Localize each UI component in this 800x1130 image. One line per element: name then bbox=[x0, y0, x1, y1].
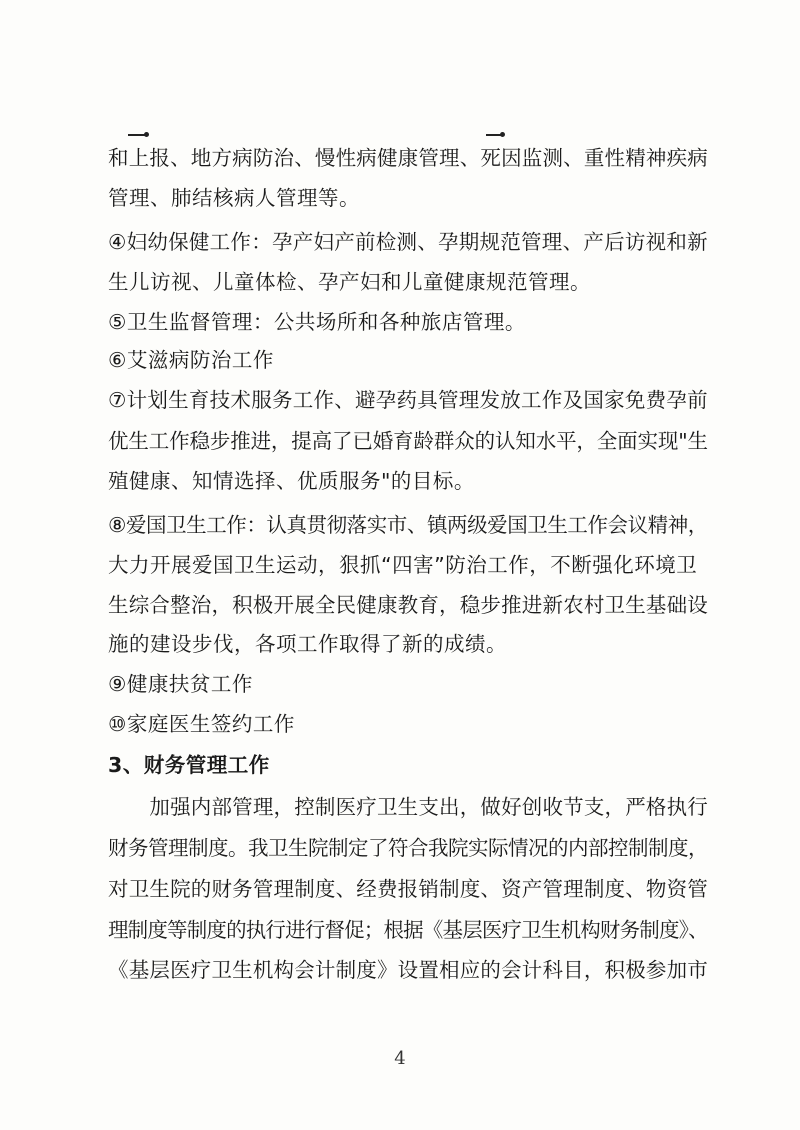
text-line: ⑨健康扶贫工作 bbox=[108, 672, 253, 696]
text-line: 施的建设步伐，各项工作取得了新的成绩。 bbox=[108, 632, 507, 656]
page-number: 4 bbox=[394, 1048, 406, 1069]
text-line: 加强内部管理，控制医疗卫生支出，做好创收节支，严格执行 bbox=[108, 795, 708, 819]
pen-mark bbox=[486, 134, 502, 136]
text-line: ⑩家庭医生签约工作 bbox=[108, 712, 295, 736]
text-line: 对卫生院的财务管理制度、经费报销制度、资产管理制度、物资管 bbox=[108, 877, 708, 901]
text-line: 和上报、地方病防治、慢性病健康管理、死因监测、重性精神疾病 bbox=[108, 146, 708, 170]
text-line: ④妇幼保健工作：孕产妇产前检测、孕期规范管理、产后访视和新 bbox=[108, 230, 708, 254]
pen-mark bbox=[128, 134, 146, 136]
text-line: 生综合整治，积极开展全民健康教育，稳步推进新农村卫生基础设 bbox=[108, 593, 708, 617]
text-line: 殖健康、知情选择、优质服务"的目标。 bbox=[108, 469, 475, 493]
text-line: 生儿访视、儿童体检、孕产妇和儿童健康规范管理。 bbox=[108, 270, 591, 294]
text-line: 大力开展爱国卫生运动，狠抓“四害”防治工作，不断强化环境卫 bbox=[108, 553, 698, 577]
text-line: 管理、肺结核病人管理等。 bbox=[108, 186, 360, 210]
text-line: 财务管理制度。我卫生院制定了符合我院实际情况的内部控制制度， bbox=[108, 836, 708, 860]
text-line: ⑧爱国卫生工作：认真贯彻落实市、镇两级爱国卫生工作会议精神， bbox=[108, 513, 708, 537]
text-line: 《基层医疗卫生机构会计制度》设置相应的会计科目，积极参加市 bbox=[108, 958, 708, 982]
text-line: 优生工作稳步推进，提高了已婚育龄群众的认知水平，全面实现"生 bbox=[108, 429, 708, 453]
text-line: ⑤卫生监督管理：公共场所和各种旅店管理。 bbox=[108, 310, 526, 334]
section-heading: 3、财务管理工作 bbox=[108, 753, 270, 777]
text-line: ⑦计划生育技术服务工作、避孕药具管理发放工作及国家免费孕前 bbox=[108, 388, 708, 412]
text-line: ⑥艾滋病防治工作 bbox=[108, 348, 274, 372]
text-line: 理制度等制度的执行进行督促；根据《基层医疗卫生机构财务制度》、 bbox=[108, 918, 708, 942]
